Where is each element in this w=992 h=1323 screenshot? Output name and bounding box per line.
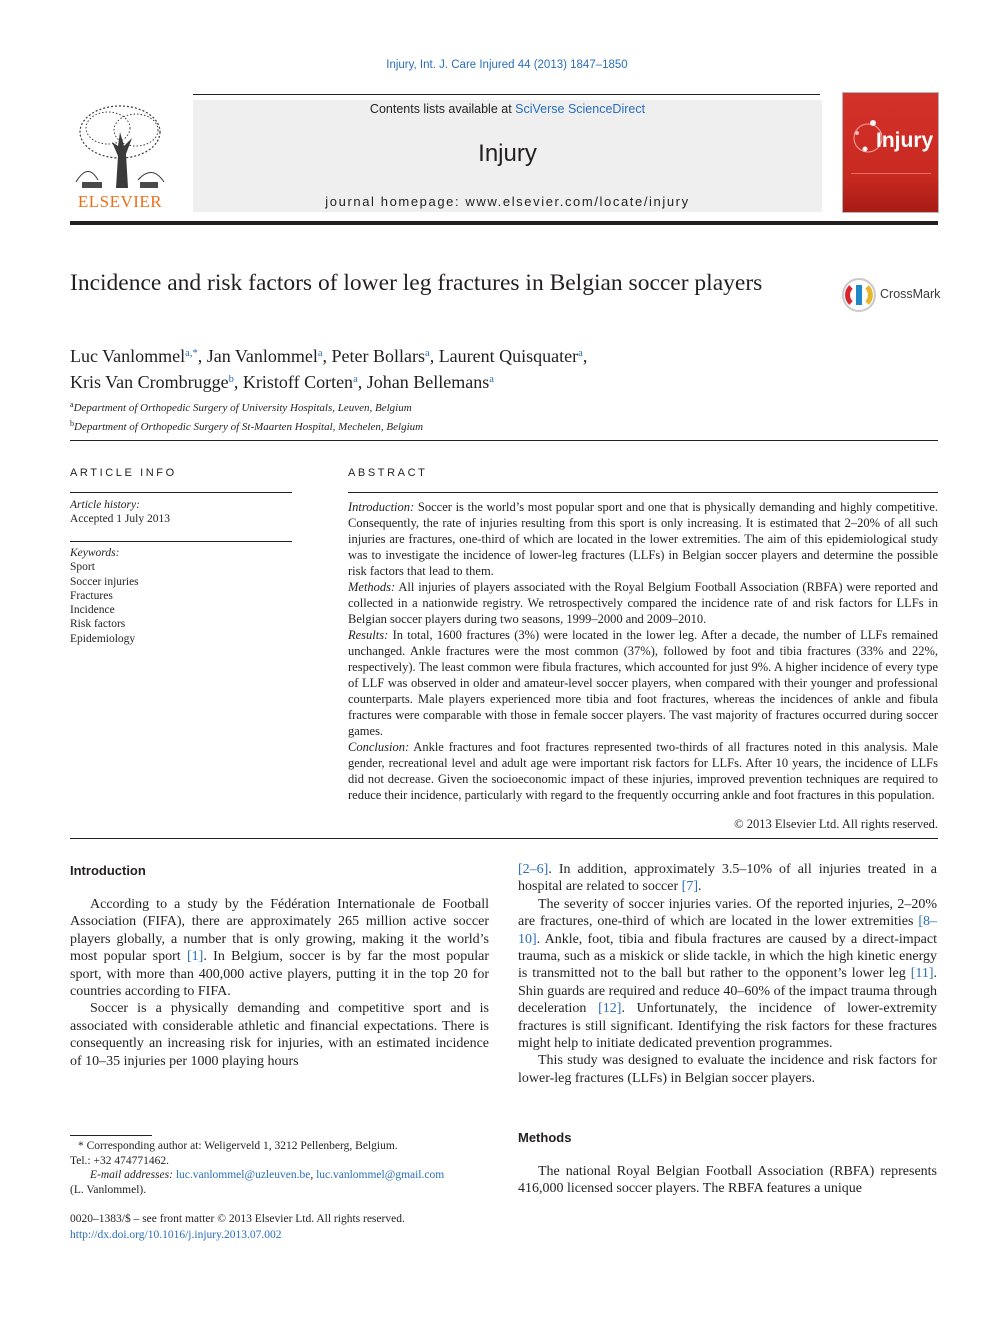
- keyword: Epidemiology: [70, 632, 136, 645]
- journal-cover[interactable]: [842, 92, 939, 213]
- affiliation-a: $^a$Department of Orthopedic Surgery of University Hospitals, Leuven, Belgium: [70, 400, 412, 414]
- intro-paragraph-2: Soccer is a physically demanding and competitive sport and is associated with considerable athletic and financial expectations. There is consequently an increasing risk for injuries, with an estimated incidence of 10–35 injuries per 1000 playing hours: [70, 1001, 489, 1069]
- homepage-prefix: journal homepage:: [325, 194, 466, 209]
- methods-heading: Methods: [518, 1130, 572, 1145]
- author-name[interactable]: Johan Bellemans: [366, 372, 490, 392]
- keyword: Fractures: [70, 589, 113, 602]
- author-affiliation-mark[interactable]: a: [317, 348, 323, 359]
- author-separator: ,: [357, 372, 367, 392]
- abstract-conclusion: Conclusion: Ankle fractures and foot fractures represented two-thirds of all fractures noted in this analysis. Male gender, recreational level and adult age were important risk factors for LLFs. After 10 years, the incidence of LLFs did not decrease. Given the socioeconomic impact of these injuries, improved prevention techniques are required to reduce their incidence, particularly with regard to the frequently occurring ankle and foot fractures in this population.: [348, 740, 938, 802]
- author-affiliation-mark[interactable]: a,*: [185, 348, 198, 359]
- crossmark-badge[interactable]: [841, 277, 941, 315]
- methods-section: [518, 1129, 937, 1146]
- intro-paragraph-2-cont: [2–6]. In addition, approximately 3.5–10% of all injuries treated in a hospital are related to soccer [7].: [518, 862, 937, 895]
- header-rule: [70, 221, 938, 225]
- article-history: [70, 498, 292, 527]
- abstract-end-rule: [70, 838, 938, 839]
- author-name[interactable]: Jan Vanlommel: [206, 346, 318, 366]
- author-separator: ,: [582, 346, 588, 366]
- author-name[interactable]: Kris Van Crombrugge: [70, 372, 229, 392]
- affiliation-b: $^b$Department of Orthopedic Surgery of St-Maarten Hospital, Mechelen, Belgium: [70, 419, 424, 433]
- contents-prefix: Contents lists available at: [369, 102, 516, 116]
- keyword: Sport: [70, 561, 95, 574]
- abstract-copyright: © 2013 Elsevier Ltd. All rights reserved.: [734, 817, 938, 831]
- reference-link[interactable]: [12]: [598, 1001, 622, 1017]
- crossmark-icon: [841, 277, 877, 313]
- cover-title: Injury: [876, 129, 934, 152]
- methods-column: [518, 1163, 937, 1198]
- keywords-block: [70, 546, 292, 646]
- abstract-introduction: Introduction: Soccer is the world’s most popular sport and one that is physically demanding and highly competitive. Consequently, the rate of injuries resulting from this sport is only increasing. It is estimated that 2–20% of all such injuries are fractures, one-third of which are located in the lower extremities. The aim of this epidemiological study was to investigate the incidence of lower-leg fractures (LLFs) in Belgian soccer players and determine the possible risk factors that lead to them.: [348, 500, 938, 578]
- author-name[interactable]: Kristoff Corten: [242, 372, 354, 392]
- keyword: Risk factors: [70, 618, 126, 631]
- abstract-body: [348, 499, 938, 803]
- journal-citation[interactable]: Injury, Int. J. Care Injured 44 (2013) 1847–1850: [386, 59, 628, 71]
- sciencedirect-link[interactable]: SciVerse ScienceDirect: [515, 102, 646, 116]
- history-value: Accepted 1 July 2013: [70, 513, 170, 526]
- author-affiliation-mark[interactable]: a: [578, 348, 583, 359]
- page-footer: [70, 1212, 489, 1243]
- crossmark-label: CrossMark: [880, 287, 941, 301]
- email-owner: (L. Vanlommel).: [70, 1183, 147, 1196]
- banner-top-rule: [193, 94, 820, 95]
- article-title: Incidence and risk factors of lower leg fractures in Belgian soccer players: [70, 270, 763, 296]
- author-affiliation-mark[interactable]: a: [353, 374, 358, 385]
- reference-link[interactable]: [7]: [681, 879, 698, 895]
- footnote-rule: [70, 1135, 152, 1136]
- authors-line-1: [70, 342, 770, 368]
- email-link-1[interactable]: luc.vanlommel@uzleuven.be: [175, 1169, 311, 1182]
- reference-link[interactable]: [11]: [910, 966, 934, 982]
- author-name[interactable]: Laurent Quisquater: [438, 346, 579, 366]
- homepage-url[interactable]: www.elsevier.com/locate/injury: [465, 194, 690, 209]
- reference-link[interactable]: [1]: [187, 949, 204, 965]
- author-affiliation-mark[interactable]: b: [228, 374, 234, 385]
- author-separator: ,: [429, 346, 439, 366]
- intro-paragraph-1: According to a study by the Fédération Internationale de Football Association (FIFA), there are approximately 265 million active soccer players globally, a number that is only growing, making it the world’s most popular sport [1]. In Belgium, soccer is by far the most popular sport, with more than 400,000 active players, putting it in the top 20 for countries according to FIFA.: [70, 897, 489, 1000]
- journal-title: Injury: [478, 140, 537, 167]
- author-list: [70, 342, 770, 394]
- history-label: Article history:: [70, 499, 140, 511]
- abstract-results: Results: In total, 1600 fractures (3%) were located in the lower leg. After a decade, the number of LLFs remained unchanged. Ankle fractures were the most common (37%), followed by foot and tibia fractures (33% and 22%, respectively). The least common were fibula fractures, which accounted for just 9%. A higher incidence of every type of LLF was observed in older and amateur-level soccer players, when compared with their younger and professional counterparts. Male players experienced more tibia and foot fractures, whereas the incidences of ankle and fibula fractures were comparable with those in female soccer players. The vast majority of fractures occurred during soccer games.: [348, 628, 938, 738]
- email-link-2[interactable]: luc.vanlommel@gmail.com: [316, 1169, 445, 1182]
- doi-link[interactable]: http://dx.doi.org/10.1016/j.injury.2013.07.002: [70, 1228, 282, 1241]
- email-line: E-mail addresses: luc.vanlommel@uzleuven.be, luc.vanlommel@gmail.com: [90, 1169, 445, 1182]
- issn-line: 0020–1383/$ – see front matter © 2013 Elsevier Ltd. All rights reserved.: [70, 1213, 405, 1225]
- keyword: Soccer injuries: [70, 575, 139, 588]
- reference-link[interactable]: [2–6]: [518, 862, 549, 877]
- article-info-heading: ARTICLE INFO: [70, 467, 177, 479]
- introduction-heading: Introduction: [70, 863, 146, 878]
- corresponding-tel: Tel.: +32 474771462.: [70, 1154, 169, 1167]
- article-info-rule: [70, 492, 292, 493]
- keywords-label: Keywords:: [70, 547, 120, 559]
- reference-link[interactable]: [8–10]: [518, 914, 937, 947]
- author-separator: ,: [233, 372, 243, 392]
- keyword: Incidence: [70, 604, 115, 617]
- contents-line: [193, 102, 822, 116]
- author-affiliation-mark[interactable]: a: [425, 348, 430, 359]
- abstract-methods: Methods: All injuries of players associated with the Royal Belgium Football Association (RBFA) were reported and collected in a nationwide registry. We retrospectively compared the incidence rate of and risk factors for LLFs in Belgian soccer players during two seasons, 1999–2000 and 2009–2010.: [348, 580, 938, 626]
- journal-homepage: [193, 194, 822, 209]
- intro-paragraph-4: This study was designed to evaluate the incidence and risk factors for lower-leg fractures (LLFs) in Belgian soccer players.: [518, 1053, 937, 1086]
- author-separator: ,: [322, 346, 332, 366]
- intro-paragraph-3: The severity of soccer injuries varies. Of the reported injuries, 2–20% are fractures, one-third of which are located in the lower extremities [8–10]. Ankle, foot, tibia and fibula fractures are caused by a direct-impact trauma, such as a miskick or slide tackle, in which the high kinetic energy is transmitted not to the ball but rather to the opponent’s lower leg [11]. Shin guards are required and reduce 40–60% of the impact trauma through deceleration [12]. Unfortunately, the incidence of lower-extremity fractures is still significant. Identifying the risk factors for these fractures might help to initiate dedicated prevention programmes.: [518, 896, 937, 1052]
- affiliations: [70, 397, 770, 435]
- corresponding-address: * Corresponding author at: Weligerveld 1, 3212 Pellenberg, Belgium.: [78, 1140, 398, 1152]
- author-separator: ,: [197, 346, 207, 366]
- author-affiliation-mark[interactable]: a: [489, 374, 494, 385]
- author-name[interactable]: Peter Bollars: [331, 346, 426, 366]
- abstract-rule: [348, 492, 938, 493]
- corresponding-author-footnote: [70, 1139, 489, 1197]
- keywords-rule: [70, 541, 292, 542]
- left-column: [70, 896, 489, 1070]
- elsevier-wordmark: ELSEVIER: [77, 192, 163, 211]
- methods-paragraph-1: The national Royal Belgian Football Association (RBFA) represents 416,000 licensed soccer players. The RBFA features a unique: [518, 1164, 937, 1197]
- right-column: [518, 861, 937, 1087]
- authors-line-2: [70, 368, 770, 394]
- elsevier-logo: [68, 102, 172, 214]
- affiliation-rule: [70, 440, 938, 441]
- author-name[interactable]: Luc Vanlommel: [70, 346, 186, 366]
- abstract-heading: ABSTRACT: [348, 467, 428, 479]
- introduction-section: [70, 862, 489, 879]
